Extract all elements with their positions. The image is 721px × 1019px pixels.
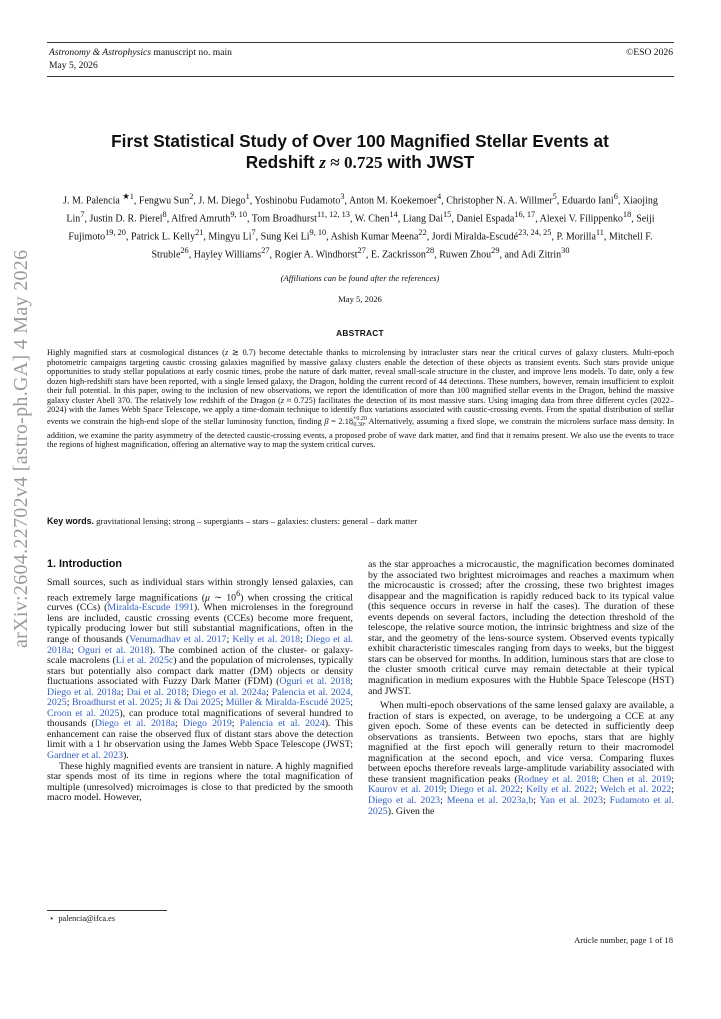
title-line-1: First Statistical Study of Over 100 Magnified Stellar Events at	[111, 131, 609, 151]
keywords-label: Key words.	[47, 516, 94, 526]
left-column: Small sources, such as individual stars within strongly lensed galaxies, can reach extremely large magnifications (μ ∼ $10^6$) when crossing the critical curves (CCs) (Miralda-Escude 1991). When microlenses in the foreground lens are included, caustic crossing events (CCEs) become more frequent, typically producing lower but still substantial magnifications, often in the range of thousands (Venumadhav et al. 2017; Kelly et al. 2018; Diego et al. 2018a; Oguri et al. 2018). The combined action of the cluster- or galaxy-scale macrolens (Li et al. 2025c) and the population of microlenses, typically stars but potentially also compact dark matter (DM) objects or density fluctuations associated with Fuzzy Dark Matter (FDM) (Oguri et al. 2018; Diego et al. 2018a; Dai et al. 2018; Diego et al. 2024a; Palencia et al. 2024, 2025; Broadhurst et al. 2025; Ji & Dai 2025; Müller & Miralda-Escudé 2025; Croon et al. 2025), can produce total magnifications of several hundred to thousands (Diego et al. 2018a; Diego 2019; Palencia et al. 2024). This enhancement can raise the observed flux of distant stars above the detection limit with a 1 hr observation using the James Webb Space Telescope (JWST; Gardner et al. 2023). These highly magnified events are transient in nature. A highly magnified star spends most of its time in regions where the total magnification of multiple (unresolved) microimages is close to that predicted by the smooth macro model. However,	[47, 577, 354, 804]
affiliations-note: (Affiliations can be found after the references)	[280, 273, 440, 283]
arxiv-watermark: arXiv:2604.22702v4 [astro-ph.GA] 4 May 2026	[10, 249, 32, 648]
copyright-notice: ©ESO 2026	[626, 47, 673, 58]
title-line-2	[60, 152, 660, 173]
title-line-2-prefix: Redshift	[245, 152, 320, 172]
manuscript-label: manuscript no. main	[150, 47, 232, 58]
section-title: 1. Introduction	[47, 558, 122, 570]
keywords	[47, 516, 674, 526]
journal-name: Astronomy & Astrophysics	[49, 47, 151, 58]
title-redshift: z ≈ 0.725	[319, 153, 383, 172]
paper-title	[60, 131, 660, 173]
footnote	[49, 913, 115, 923]
title-line-2-suffix: with JWST	[382, 152, 475, 172]
author-list: J. M. Palencia $^{★1}$, Fengwu Sun$^2$, J. M. Diego$^1$, Yoshinobu Fudamoto$^3$, Anton M. Koekemoer$^4$, Christopher N. A. Willmer$^5$, Eduardo Iani$^6$, Xiaojing Lin$^7$, Justin D. R. Pierel$^8$, Alfred Amruth$^{9, 10}$, Tom Broadhurst$^{11, 12, 13}$, W. Chen$^{14}$, Liang Dai$^{15}$, Daniel Espada$^{16, 17}$, Alexei V. Filippenko$^{18}$, Seiji Fujimoto$^{19, 20}$, Patrick L. Kelly$^{21}$, Mingyu Li$^7$, Sung Kei Li$^{9, 10}$, Ashish Kumar Meena$^{22}$, Jordi Miralda-Escudé$^{23, 24, 25}$, P. Morilla$^{11}$, Mitchell F. Struble$^{26}$, Hayley Williams$^{27}$, Rogier A. Windhorst$^{27}$, E. Zackrisson$^{28}$, Ruwen Zhou$^{29}$, and Adi Zitrin$^{30}$	[63, 192, 658, 261]
header-rule-bottom	[47, 76, 674, 77]
abstract-heading: ABSTRACT	[336, 328, 384, 338]
footnote-rule	[47, 910, 167, 911]
footnote-marker: ⋆	[49, 914, 55, 923]
keywords-text: gravitational lensing: strong – supergiants – stars – galaxies: clusters: general – dark matter	[96, 516, 418, 526]
right-column: as the star approaches a microcaustic, the magnification becomes dominated by the associated two brightest microimages and reaches a maximum when the microcaustic is crossed; after the crossing, these two brightest images disappear and the magnification is rapidly reduced back to its typical value (this sequence occurs in reverse in half the cases). The duration of these events depends on several factors, including the detection threshold of the telescope, the relative source motion, the intrinsic brightness and size of the star, and the geometry of the lens-source system. Observed events typically exhibit characteristic timescales ranging from days to weeks, but the biggest stars can be observed for months. In addition, luminous stars that are close to the cluster smooth critical curve may remain detectable at their typical magnification in medium exposures with the Hubble Space Telescope (HST) and JWST. When multi-epoch observations of the same lensed galaxy are available, a fraction of stars is expected, on average, to be undergoing a CCE at any given epoch. Some of these events can be detected in sufficiently deep observations as transients. Between two epochs, stars that are highly magnified at the first epoch will generally return to their macromodel magnification at the second epoch, and vice versa. Comparing fluxes between epochs therefore reveals large-amplitude variability associated with these transient magnification peaks (Rodney et al. 2018; Chen et al. 2019; Kaurov et al. 2019; Diego et al. 2022; Kelly et al. 2022; Welch et al. 2022; Diego et al. 2023; Meena et al. 2023a,b; Yan et al. 2023; Fudamoto et al. 2025). Given the	[368, 559, 674, 817]
abstract-text: Highly magnified stars at cosmological distances (z ≳ 0.7) become detectable thanks to microlensing by intracluster stars near the critical curves of galaxy clusters. Multi-epoch photometric campaigns targeting caustic crossing galaxies magnified by massive galaxy clusters enable the detection of these objects as transient events. Such stars provide unique opportunities to study stellar populations at early cosmic times, probe the nature of dark matter, reveal small-scale structure in the cluster, and improve lens models. To date, only a few dozen high-redshift stars have been reported, with a single lensed galaxy, the Dragon, holding the current record of 44 detections. These numbers, however, remain insufficient to exploit their full potential. In this paper, owing to the inclusion of new observations, we report the identification of more than 100 magnified stellar events in the Dragon, behind the massive galaxy cluster Abell 370. The relatively low redshift of the Dragon (z ≈ 0.725) facilitates the detection of its most massive stars. Using imaging data from three different cycles (2022–2024) with the James Webb Space Telescope, we apply a time-domain technique to identify flux variations associated with caustic-crossing events. From the spatial distribution of stellar events we constrain the high-end slope of the stellar luminosity function, finding $\beta = 2.18^{+0.20}_{-0.30}$. Alternatively, assuming a fixed slope, we constrain the microlens surface mass density. In addition, we examine the parity asymmetry of the detected caustic-crossing events, a proposed probe of wave dark matter, and find that it remains present. We also use the events to trace the regions of highest magnification, offering an alternative way to map the system critical curves.	[47, 348, 674, 450]
page-footer: Article number, page 1 of 18	[574, 935, 673, 945]
header-date: May 5, 2026	[49, 60, 98, 71]
paper-date: May 5, 2026	[338, 294, 382, 304]
journal-header	[49, 46, 232, 72]
header-rule-top	[47, 42, 674, 43]
footnote-email[interactable]: palencia@ifca.es	[58, 914, 116, 923]
